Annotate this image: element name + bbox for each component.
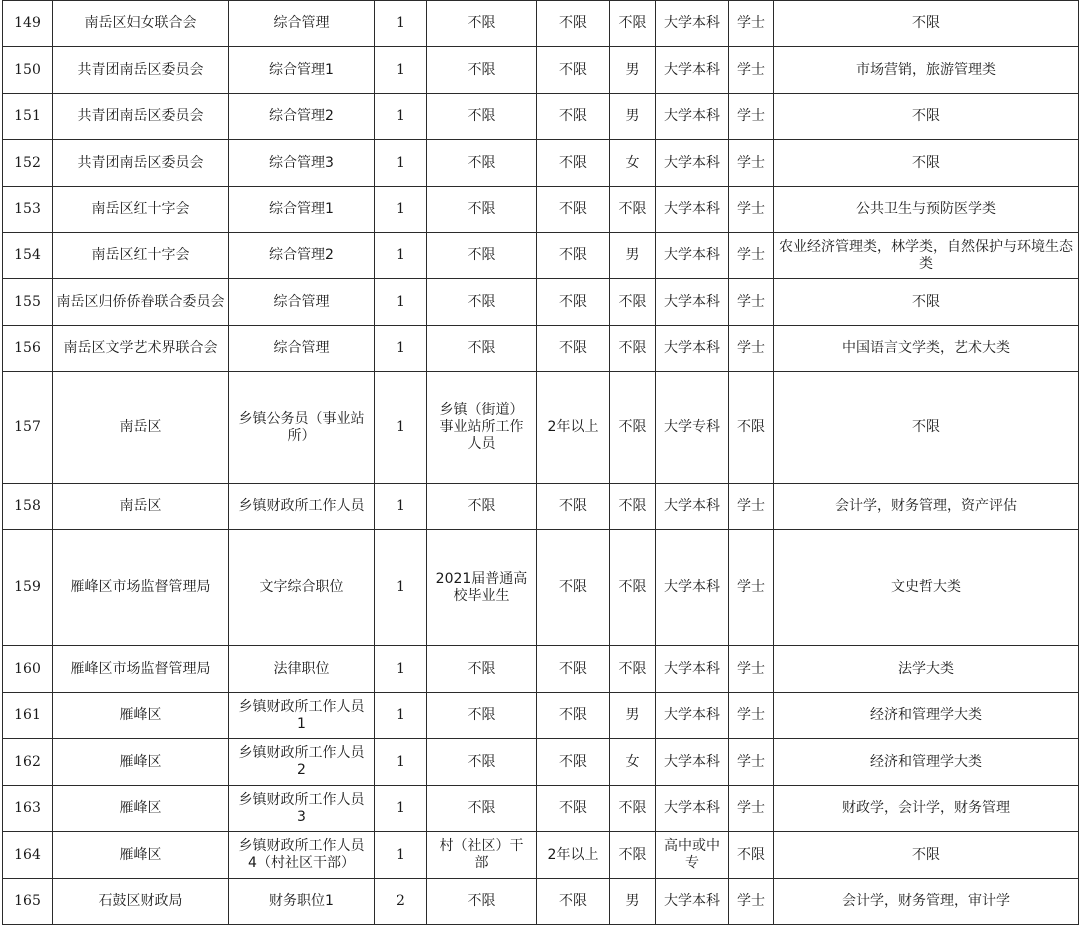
unit-name: 南岳区红十字会 bbox=[53, 233, 229, 279]
position-name: 综合管理 bbox=[229, 279, 375, 326]
unit-name: 共青团南岳区委员会 bbox=[53, 140, 229, 187]
qualification: 不限 bbox=[427, 739, 537, 786]
position-name: 综合管理2 bbox=[229, 94, 375, 140]
experience: 不限 bbox=[537, 786, 610, 832]
row-number: 162 bbox=[3, 739, 53, 786]
position-name: 乡镇财政所工作人员4（村社区干部） bbox=[229, 832, 375, 879]
major: 不限 bbox=[774, 279, 1079, 326]
unit-name: 南岳区妇女联合会 bbox=[53, 1, 229, 47]
table-row bbox=[3, 646, 1079, 693]
education: 大学本科 bbox=[656, 646, 729, 693]
degree: 学士 bbox=[729, 786, 774, 832]
row-number: 160 bbox=[3, 646, 53, 693]
table-row bbox=[3, 47, 1079, 94]
hire-count: 1 bbox=[375, 140, 427, 187]
unit-name: 雁峰区 bbox=[53, 832, 229, 879]
major: 农业经济管理类，林学类，自然保护与环境生态类 bbox=[774, 233, 1079, 279]
row-number: 153 bbox=[3, 187, 53, 233]
hire-count: 1 bbox=[375, 233, 427, 279]
hire-count: 1 bbox=[375, 326, 427, 372]
position-name: 乡镇财政所工作人员 bbox=[229, 484, 375, 530]
major: 会计学，财务管理，审计学 bbox=[774, 879, 1079, 925]
table-row bbox=[3, 140, 1079, 187]
unit-name: 南岳区 bbox=[53, 484, 229, 530]
experience: 不限 bbox=[537, 47, 610, 94]
position-name: 乡镇财政所工作人员3 bbox=[229, 786, 375, 832]
hire-count: 1 bbox=[375, 187, 427, 233]
gender: 不限 bbox=[610, 1, 656, 47]
education: 大学本科 bbox=[656, 786, 729, 832]
hire-count: 1 bbox=[375, 739, 427, 786]
education: 大学本科 bbox=[656, 484, 729, 530]
degree: 学士 bbox=[729, 646, 774, 693]
experience: 不限 bbox=[537, 94, 610, 140]
unit-name: 共青团南岳区委员会 bbox=[53, 47, 229, 94]
education: 大学本科 bbox=[656, 279, 729, 326]
table-row bbox=[3, 372, 1079, 484]
position-name: 综合管理1 bbox=[229, 47, 375, 94]
experience: 不限 bbox=[537, 187, 610, 233]
row-number: 150 bbox=[3, 47, 53, 94]
degree: 不限 bbox=[729, 832, 774, 879]
degree: 学士 bbox=[729, 140, 774, 187]
row-number: 155 bbox=[3, 279, 53, 326]
degree: 学士 bbox=[729, 187, 774, 233]
position-name: 综合管理2 bbox=[229, 233, 375, 279]
unit-name: 石鼓区财政局 bbox=[53, 879, 229, 925]
table-row bbox=[3, 832, 1079, 879]
experience: 不限 bbox=[537, 879, 610, 925]
experience: 不限 bbox=[537, 693, 610, 739]
experience: 不限 bbox=[537, 739, 610, 786]
unit-name: 南岳区归侨侨眷联合委员会 bbox=[53, 279, 229, 326]
unit-name: 雁峰区市场监督管理局 bbox=[53, 530, 229, 646]
major: 中国语言文学类，艺术大类 bbox=[774, 326, 1079, 372]
table-body bbox=[3, 1, 1079, 925]
position-name: 乡镇财政所工作人员2 bbox=[229, 739, 375, 786]
hire-count: 1 bbox=[375, 530, 427, 646]
major: 经济和管理学大类 bbox=[774, 693, 1079, 739]
row-number: 156 bbox=[3, 326, 53, 372]
degree: 学士 bbox=[729, 279, 774, 326]
degree: 不限 bbox=[729, 372, 774, 484]
table-row bbox=[3, 94, 1079, 140]
position-name: 乡镇公务员（事业站所） bbox=[229, 372, 375, 484]
education: 大学本科 bbox=[656, 140, 729, 187]
position-name: 文字综合职位 bbox=[229, 530, 375, 646]
experience: 不限 bbox=[537, 326, 610, 372]
unit-name: 南岳区红十字会 bbox=[53, 187, 229, 233]
position-name: 综合管理1 bbox=[229, 187, 375, 233]
hire-count: 1 bbox=[375, 1, 427, 47]
education: 大学本科 bbox=[656, 233, 729, 279]
gender: 不限 bbox=[610, 832, 656, 879]
position-name: 综合管理 bbox=[229, 326, 375, 372]
qualification: 不限 bbox=[427, 1, 537, 47]
hire-count: 1 bbox=[375, 47, 427, 94]
gender: 男 bbox=[610, 47, 656, 94]
gender: 不限 bbox=[610, 646, 656, 693]
experience: 不限 bbox=[537, 233, 610, 279]
table-row bbox=[3, 279, 1079, 326]
row-number: 154 bbox=[3, 233, 53, 279]
position-name: 综合管理3 bbox=[229, 140, 375, 187]
table-row bbox=[3, 484, 1079, 530]
table-row bbox=[3, 187, 1079, 233]
experience: 2年以上 bbox=[537, 832, 610, 879]
gender: 不限 bbox=[610, 372, 656, 484]
degree: 学士 bbox=[729, 739, 774, 786]
qualification: 不限 bbox=[427, 484, 537, 530]
major: 不限 bbox=[774, 94, 1079, 140]
table-row bbox=[3, 1, 1079, 47]
qualification: 不限 bbox=[427, 879, 537, 925]
gender: 不限 bbox=[610, 786, 656, 832]
education: 高中或中专 bbox=[656, 832, 729, 879]
qualification: 不限 bbox=[427, 786, 537, 832]
row-number: 161 bbox=[3, 693, 53, 739]
degree: 学士 bbox=[729, 94, 774, 140]
education: 大学本科 bbox=[656, 47, 729, 94]
unit-name: 雁峰区市场监督管理局 bbox=[53, 646, 229, 693]
hire-count: 1 bbox=[375, 372, 427, 484]
degree: 学士 bbox=[729, 693, 774, 739]
education: 大学本科 bbox=[656, 187, 729, 233]
qualification: 不限 bbox=[427, 187, 537, 233]
qualification: 不限 bbox=[427, 233, 537, 279]
major: 不限 bbox=[774, 140, 1079, 187]
unit-name: 雁峰区 bbox=[53, 739, 229, 786]
education: 大学本科 bbox=[656, 530, 729, 646]
major: 公共卫生与预防医学类 bbox=[774, 187, 1079, 233]
major: 会计学，财务管理，资产评估 bbox=[774, 484, 1079, 530]
hire-count: 1 bbox=[375, 279, 427, 326]
qualification: 2021届普通高校毕业生 bbox=[427, 530, 537, 646]
row-number: 149 bbox=[3, 1, 53, 47]
table-row bbox=[3, 879, 1079, 925]
gender: 女 bbox=[610, 140, 656, 187]
major: 不限 bbox=[774, 372, 1079, 484]
degree: 学士 bbox=[729, 326, 774, 372]
unit-name: 南岳区 bbox=[53, 372, 229, 484]
row-number: 163 bbox=[3, 786, 53, 832]
major: 经济和管理学大类 bbox=[774, 739, 1079, 786]
qualification: 不限 bbox=[427, 47, 537, 94]
row-number: 165 bbox=[3, 879, 53, 925]
major: 法学大类 bbox=[774, 646, 1079, 693]
hire-count: 1 bbox=[375, 693, 427, 739]
unit-name: 南岳区文学艺术界联合会 bbox=[53, 326, 229, 372]
hire-count: 1 bbox=[375, 786, 427, 832]
education: 大学本科 bbox=[656, 326, 729, 372]
qualification: 不限 bbox=[427, 140, 537, 187]
experience: 不限 bbox=[537, 279, 610, 326]
major: 文史哲大类 bbox=[774, 530, 1079, 646]
education: 大学本科 bbox=[656, 879, 729, 925]
row-number: 159 bbox=[3, 530, 53, 646]
row-number: 151 bbox=[3, 94, 53, 140]
gender: 男 bbox=[610, 693, 656, 739]
experience: 不限 bbox=[537, 646, 610, 693]
qualification: 乡镇（街道）事业站所工作人员 bbox=[427, 372, 537, 484]
unit-name: 共青团南岳区委员会 bbox=[53, 94, 229, 140]
gender: 不限 bbox=[610, 484, 656, 530]
degree: 学士 bbox=[729, 530, 774, 646]
education: 大学本科 bbox=[656, 94, 729, 140]
hire-count: 1 bbox=[375, 832, 427, 879]
gender: 男 bbox=[610, 879, 656, 925]
qualification: 不限 bbox=[427, 94, 537, 140]
table-row bbox=[3, 693, 1079, 739]
education: 大学本科 bbox=[656, 1, 729, 47]
row-number: 158 bbox=[3, 484, 53, 530]
degree: 学士 bbox=[729, 879, 774, 925]
experience: 不限 bbox=[537, 484, 610, 530]
degree: 学士 bbox=[729, 484, 774, 530]
gender: 不限 bbox=[610, 279, 656, 326]
degree: 学士 bbox=[729, 233, 774, 279]
row-number: 152 bbox=[3, 140, 53, 187]
experience: 不限 bbox=[537, 140, 610, 187]
experience: 不限 bbox=[537, 530, 610, 646]
row-number: 157 bbox=[3, 372, 53, 484]
qualification: 不限 bbox=[427, 326, 537, 372]
gender: 不限 bbox=[610, 530, 656, 646]
unit-name: 雁峰区 bbox=[53, 693, 229, 739]
gender: 男 bbox=[610, 233, 656, 279]
major: 财政学，会计学，财务管理 bbox=[774, 786, 1079, 832]
gender: 女 bbox=[610, 739, 656, 786]
position-name: 法律职位 bbox=[229, 646, 375, 693]
table-row bbox=[3, 233, 1079, 279]
row-number: 164 bbox=[3, 832, 53, 879]
gender: 不限 bbox=[610, 326, 656, 372]
degree: 学士 bbox=[729, 47, 774, 94]
position-name: 财务职位1 bbox=[229, 879, 375, 925]
qualification: 不限 bbox=[427, 279, 537, 326]
education: 大学本科 bbox=[656, 693, 729, 739]
education: 大学专科 bbox=[656, 372, 729, 484]
hire-count: 1 bbox=[375, 484, 427, 530]
position-name: 乡镇财政所工作人员1 bbox=[229, 693, 375, 739]
table-row bbox=[3, 739, 1079, 786]
hire-count: 1 bbox=[375, 646, 427, 693]
gender: 不限 bbox=[610, 187, 656, 233]
recruitment-table bbox=[2, 0, 1079, 925]
gender: 男 bbox=[610, 94, 656, 140]
major: 不限 bbox=[774, 1, 1079, 47]
table-row bbox=[3, 530, 1079, 646]
qualification: 村（社区）干部 bbox=[427, 832, 537, 879]
qualification: 不限 bbox=[427, 693, 537, 739]
hire-count: 1 bbox=[375, 94, 427, 140]
major: 不限 bbox=[774, 832, 1079, 879]
major: 市场营销，旅游管理类 bbox=[774, 47, 1079, 94]
degree: 学士 bbox=[729, 1, 774, 47]
table-row bbox=[3, 786, 1079, 832]
experience: 不限 bbox=[537, 1, 610, 47]
education: 大学本科 bbox=[656, 739, 729, 786]
hire-count: 2 bbox=[375, 879, 427, 925]
position-name: 综合管理 bbox=[229, 1, 375, 47]
experience: 2年以上 bbox=[537, 372, 610, 484]
unit-name: 雁峰区 bbox=[53, 786, 229, 832]
qualification: 不限 bbox=[427, 646, 537, 693]
table-row bbox=[3, 326, 1079, 372]
